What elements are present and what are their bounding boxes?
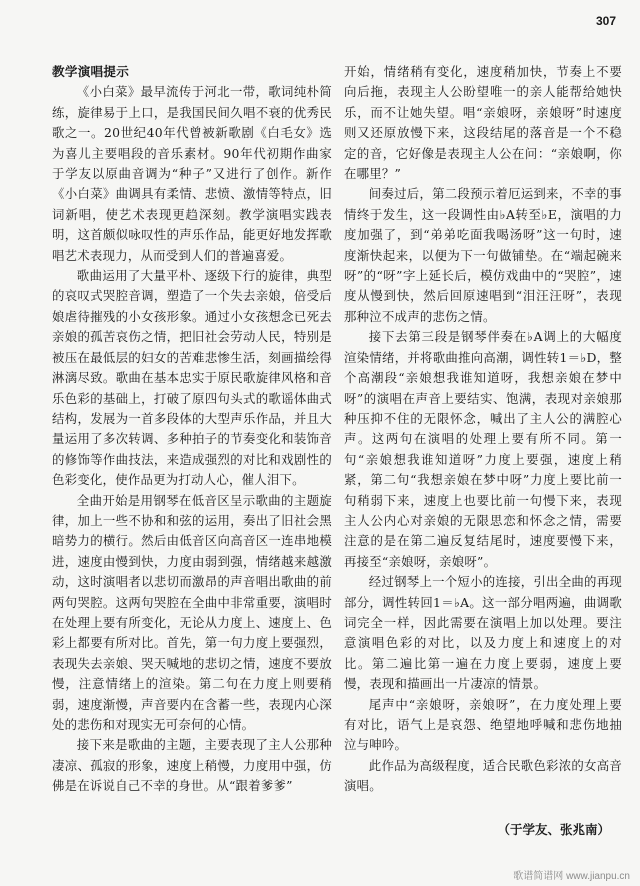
paragraph: 接下来是歌曲的主题，主要表现了主人公那种凄凉、孤寂的形象，速度上稍慢，力度用中强，仿佛是在诉说自己不幸的身世。从“跟着爹爹” (52, 737, 332, 794)
paragraph: 间奏过后，第二段预示着厄运到来，不幸的事情终于发生，这一段调性由♭A转至♭E，演唱的力度加强了，到“弟弟吃面我喝汤呀”这一句时，速度渐快起来，以便为下一句做铺垫。在“端起碗来呀”的“呀”字上延长后，模仿戏曲中的“哭腔”，速度从慢到快，然后回原速唱到“泪汪汪呀”，表现那种泣不成声的悲伤之情。 (344, 186, 622, 324)
paragraph: 全曲开始是用钢琴在低音区呈示歌曲的主题旋律，加上一些不协和和弦的运用，奏出了旧社会黑暗势力的横行。然后由低音区向高音区一连串地模进，速度由慢到快，力度由弱到强，情绪越来越激动，这时演唱者以悲切而激昂的声音唱出歌曲的前两句哭腔。这两句哭腔在全曲中非常重要，演唱时在处理上要有所变化，无论从力度上、速度上、色彩上都要有所对比。首先，第一句力度上要强烈，表现失去亲娘、哭天喊地的悲切之情，速度不要放慢，注意情绪上的渲染。第二句在力度上则要稍弱，速度渐慢，声音要内在含蓄一些，表现内心深处的悲伤和对现实无可奈何的心情。 (52, 492, 332, 732)
paragraph: 歌曲运用了大量平朴、逐级下行的旋律，典型的哀叹式哭腔音调，塑造了一个失去亲娘，倍受后娘虐待摧残的小女孩形象。通过小女孩想念已死去亲娘的孤苦哀伤之情，把旧社会劳动人民，特别是被压在最低层的妇女的苦难悲惨生活，刻画描绘得淋漓尽致。歌曲在基本忠实于原民歌旋律风格和音乐色彩的基础上，打破了原四句头式的歌谣体曲式结构，发展为一首多段体的大型声乐作品，并且大量运用了多次转调、多种拍子的节奏变化和装饰音的修饰等作曲技法，来造成强烈的对比和戏剧性的色彩变化，使作品更为打动人心，催人泪下。 (52, 268, 332, 488)
paragraph: 尾声中“亲娘呀，亲娘呀”，在力度处理上要有对比，语气上是哀怨、绝望地呼喊和悲伤地抽泣与呻吟。 (344, 696, 622, 753)
site-watermark: 歌谱简谱网 www.jianpu.cn (513, 871, 630, 882)
paragraph: 此作品为高级程度，适合民歌色彩浓的女高音演唱。 (344, 757, 622, 794)
section-heading: 教学演唱提示 (52, 64, 130, 79)
author-signature: （于学友、张兆南） (497, 822, 610, 837)
paragraph: 经过钢琴上一个短小的连接，引出全曲的再现部分，调性转回1＝♭A。这一部分唱两遍，曲调歌词完全一样，因此需要在演唱上加以处理。要注意演唱色彩的对比，以及力度上和速度上的对比。第二遍比第一遍在力度上要弱，速度上要慢，表现和描画出一片凄凉的情景。 (344, 574, 622, 692)
paragraph: 《小白菜》最早流传于河北一带，歌词纯朴简练，旋律易于上口，是我国民间久唱不衰的优秀民歌之一。20世纪40年代曾被新歌剧《白毛女》选为喜儿主要唱段的音乐素材。90年代初期作曲家于学友以原曲音调为“种子”又进行了创作。新作《小白菜》曲调具有柔情、悲愤、激情等特点，旧词新唱，使艺术表现更趋深刻。教学演唱实践表明，这首颇似咏叹性的声乐作品，能更好地发挥歌唱艺术表现力，从而受到人们的普遍喜爱。 (52, 84, 332, 263)
left-column (52, 62, 332, 797)
paragraph: 接下去第三段是钢琴伴奏在♭A调上的大幅度渲染情绪，并将歌曲推向高潮，调性转1＝♭D，整个高潮段“亲娘想我谁知道呀，我想亲娘在梦中呀”的演唱在声音上要结实、饱满，表现对亲娘那种压抑不住的无限怀念，喊出了主人公的满腔心声。这两句在演唱的处理上要有所不同。第一句“亲娘想我谁知道呀”力度上要强，速度上稍紧，第二句“我想亲娘在梦中呀”力度上要比前一句稍弱下来，速度上也要比前一句慢下来，表现主人公内心对亲娘的无限思恋和怀念之情，需要注意的是在第二遍反复结尾时，速度要慢下来，再接至“亲娘呀，亲娘呀”。 (344, 329, 622, 569)
right-column (344, 62, 622, 797)
page-number: 307 (595, 14, 616, 28)
paragraph-continued: 开始，情绪稍有变化，速度稍加快，节奏上不要向后拖，表现主人公盼望唯一的亲人能帮给她快乐，而不让她失望。唱“亲娘呀，亲娘呀”时速度则又还原放慢下来，这段结尾的落音是一个不稳定的音，它好像是表现主人公在问：“亲娘啊，你在哪里？” (344, 64, 622, 182)
